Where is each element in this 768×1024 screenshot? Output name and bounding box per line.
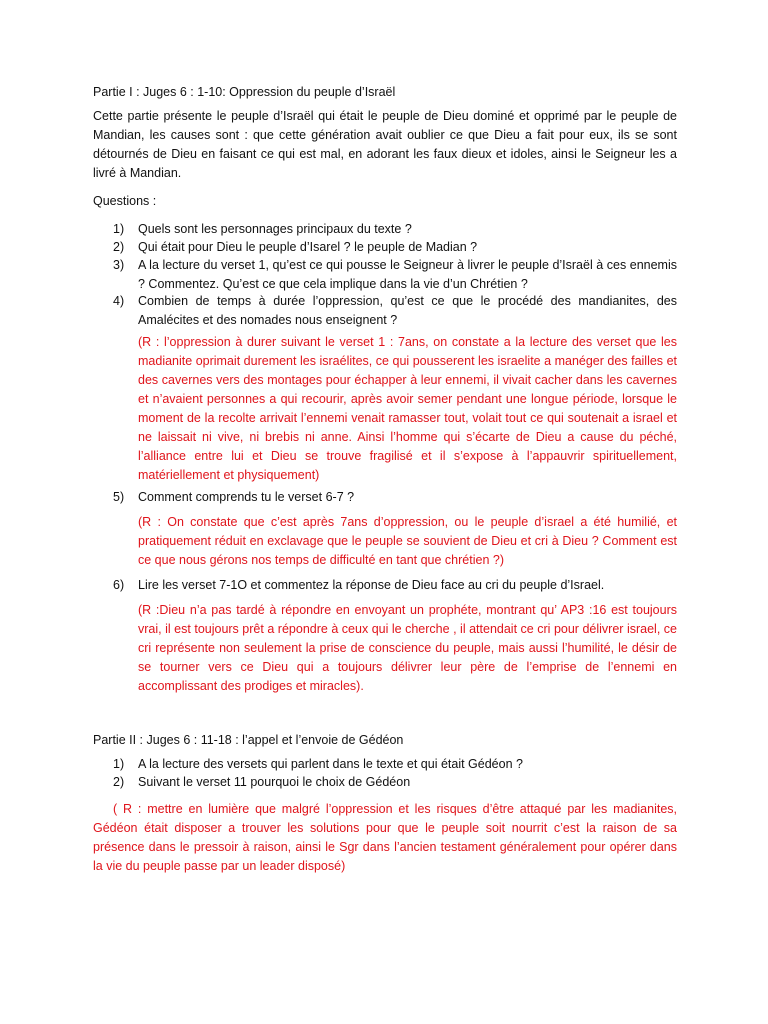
question-item xyxy=(113,488,677,507)
part2-answer: ( R : mettre en lumière que malgré l’oppression et les risques d’être attaqué par les madianites, Gédéon était disposer a trouver les solutions pour que le peuple soit nourrit c’est la raison de sa présence dans le pressoir à raison, ainsi le Sgr dans l’ancien testament généralement pour opérer dans la vie du peuple passe par un leader disposé) xyxy=(93,802,677,873)
question-item xyxy=(113,238,677,257)
question-item xyxy=(113,220,677,239)
question-item xyxy=(113,576,677,595)
question-text: A la lecture des versets qui parlent dans le texte et qui était Gédéon ? xyxy=(138,757,523,771)
question-item xyxy=(113,773,677,792)
question-item xyxy=(113,755,677,774)
question-text: Comment comprends tu le verset 6-7 ? xyxy=(138,490,355,504)
question-number: 6) xyxy=(113,578,125,592)
question-text: Qui était pour Dieu le peuple d’Isarel ? le peuple de Madian ? xyxy=(138,240,478,254)
question-text: A la lecture du verset 1, qu’est ce qui pousse le Seigneur à livrer le peuple d’Israël à ces ennemis ? Commentez. Qu’est ce que cela implique dans la vie d’un Chrétien ? xyxy=(138,258,677,291)
question-text: Suivant le verset 11 pourquoi le choix de Gédéon xyxy=(138,775,411,789)
question-number: 1) xyxy=(113,222,125,236)
part2-heading: Partie II : Juges 6 : 11-18 : l’appel et l’envoie de Gédéon xyxy=(93,733,404,747)
question-number: 2) xyxy=(113,775,125,789)
answer-q4: (R : l’oppression à durer suivant le verset 1 : 7ans, on constate a la lecture des verset que les madianite oprimait durement les israélites, ce qui pousserent les israelite a manéger des failles et des cavernes vers des montages pour échapper à leur ennemi, il vivait cacher dans les cavernes et n’avaient personnes a qui recourir, après avoir semer pendant une longue période, lorsque le moment de la recolte arrivait l’ennemi venait ramasser tout, volait tout ce qui soutenait a israel et ne laissait ni vive, ni brebis ni anne. Ainsi l’homme qui s’écarte de Dieu a cause du péché, l’alliance entre lui et Dieu se trouve fragilisé et il s’expose à l’appauvrir spirituellement, matériellement et physiquement) xyxy=(138,335,677,482)
answer-q6: (R :Dieu n’a pas tardé à répondre en envoyant un prophéte, montrant qu’ AP3 :16 est toujours vrai, il est toujours prêt a répondre à ceux qui le cherche , il attendait ce cri pour délivrer israel, ce cri représente non seulement la prise de conscience du peuple, mais aussi l’humilité, le désir de se tourner vers ce Dieu qui a toujours délivrer leur père de l’emprise de l’ennemi en accomplissant des prodiges et miracles). xyxy=(138,603,677,693)
question-number: 5) xyxy=(113,490,125,504)
question-text: Lire les verset 7-1O et commentez la réponse de Dieu face au cri du peuple d’Israel. xyxy=(138,578,605,592)
question-number: 2) xyxy=(113,240,125,254)
question-number: 3) xyxy=(113,258,125,272)
question-item xyxy=(113,292,677,330)
question-item xyxy=(113,256,677,294)
answer-q5: (R : On constate que c’est après 7ans d’oppression, ou le peuple d’israel a été humilié, et pratiquement réduit en exclavage que le peuple se souvient de Dieu et cri à Dieu ? Comment est ce que nous gérons nos temps de difficulté en tant que chrétien ?) xyxy=(138,515,677,567)
question-number: 4) xyxy=(113,294,125,308)
question-number: 1) xyxy=(113,757,125,771)
question-text: Combien de temps à durée l’oppression, qu’est ce que le procédé des mandianites, des Amalécites et des nomades nous enseignent ? xyxy=(138,294,677,327)
part1-heading: Partie I : Juges 6 : 1-10: Oppression du peuple d’Israël xyxy=(93,85,396,99)
part1-intro: Cette partie présente le peuple d’Israël qui était le peuple de Dieu dominé et opprimé par le peuple de Mandian, les causes sont : que cette génération avait oublier ce que Dieu a fait pour eux, ils se sont détournés de Dieu en faisant ce qui est mal, en adorant les faux dieux et idoles, ainsi le Seigneur les a livré à Mandian. xyxy=(93,109,677,180)
questions-label: Questions : xyxy=(93,194,157,208)
question-text: Quels sont les personnages principaux du texte ? xyxy=(138,222,412,236)
